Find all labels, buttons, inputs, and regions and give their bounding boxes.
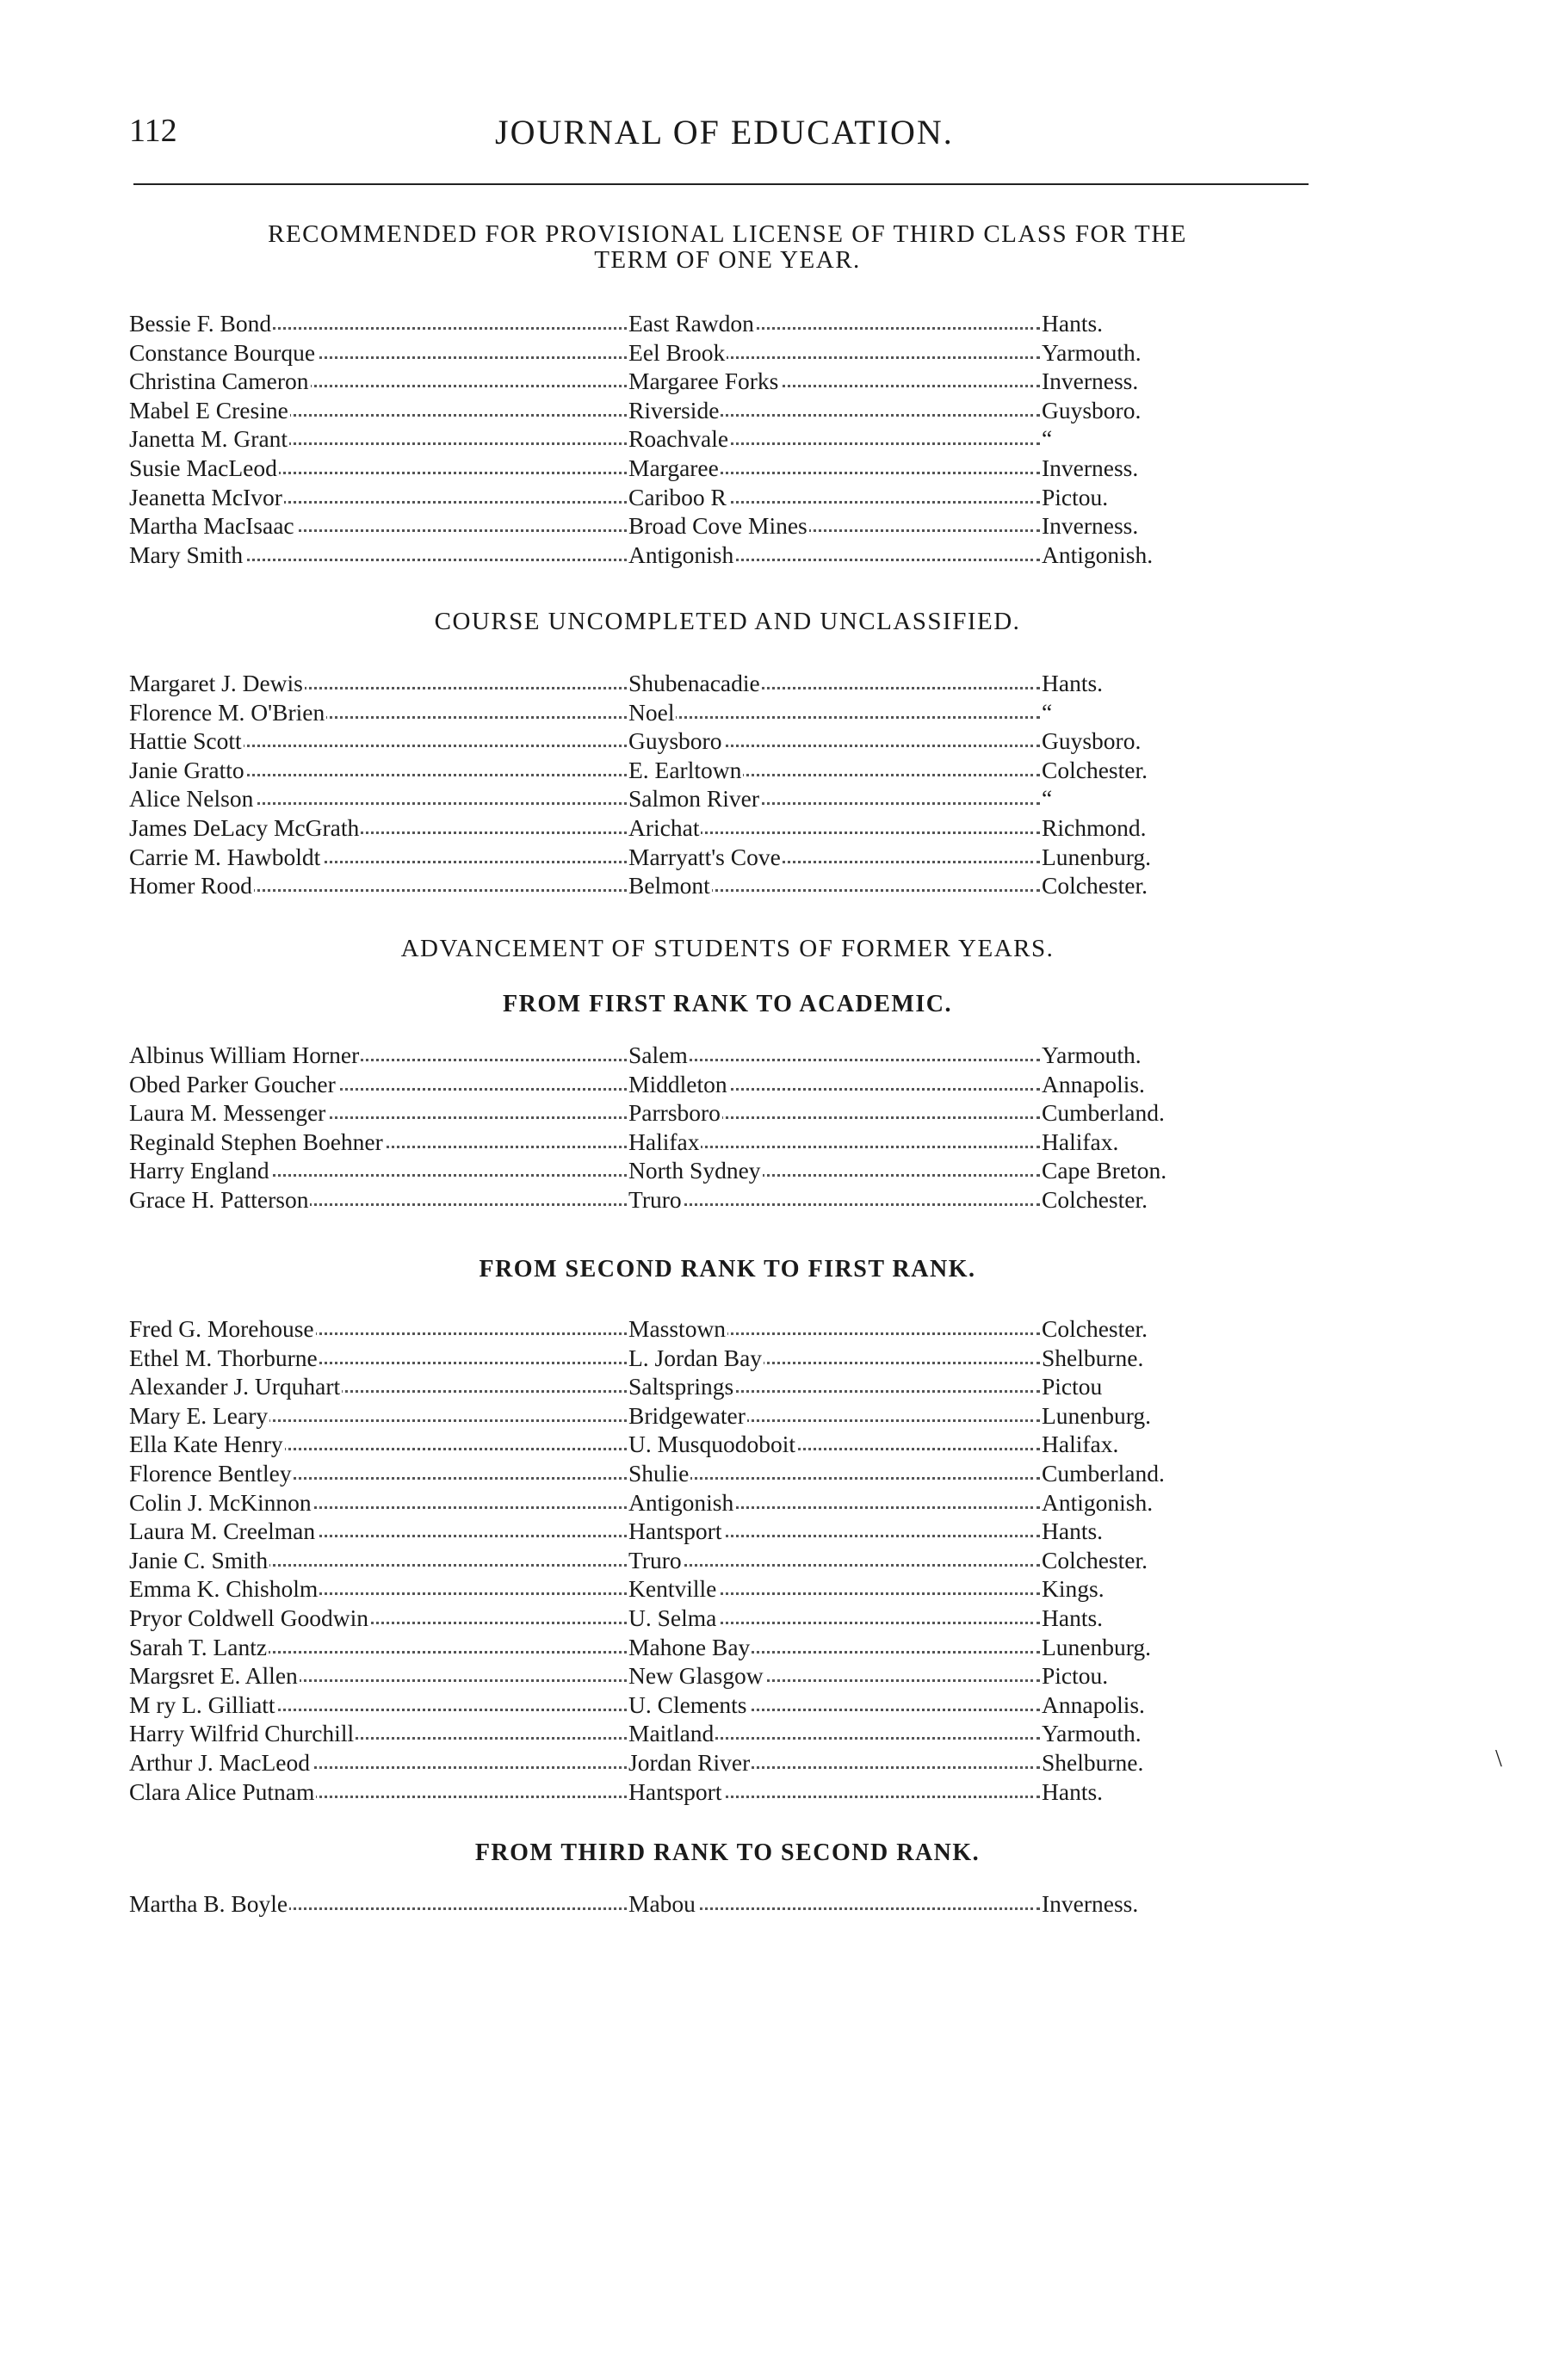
- list-item: [129, 1402, 1240, 1431]
- heading-line: COURSE UNCOMPLETED AND UNCLASSIFIED.: [434, 608, 1021, 635]
- county-name: Colchester.: [1042, 1315, 1148, 1342]
- student-name: M ry L. Gilliatt: [129, 1691, 275, 1718]
- list-item: [129, 1575, 1240, 1604]
- school-location: Guysboro: [628, 727, 722, 755]
- school-location: Marryatt's Cove: [628, 843, 781, 870]
- county-name: Guysboro.: [1042, 727, 1142, 755]
- student-name: Susie MacLeod: [129, 454, 277, 481]
- student-name: Harry Wilfrid Churchill: [129, 1720, 355, 1747]
- dot-leader: [627, 1564, 1040, 1567]
- list-item: [129, 1099, 1240, 1128]
- school-location: Roachvale: [628, 425, 729, 453]
- list-item: [129, 1042, 1240, 1071]
- school-location: U. Selma: [628, 1604, 717, 1631]
- county-name: “: [1042, 425, 1053, 453]
- heading-line: FROM SECOND RANK TO FIRST RANK.: [479, 1256, 976, 1283]
- journal-title: JOURNAL OF EDUCATION.: [495, 113, 954, 151]
- student-name: Ella Kate Henry: [129, 1431, 283, 1458]
- county-name: Lunenburg.: [1042, 843, 1152, 870]
- student-name: Laura M. Creelman: [129, 1518, 316, 1545]
- school-location: Kentville: [628, 1575, 717, 1603]
- student-name: Homer Rood: [129, 872, 252, 899]
- list-item: [129, 1518, 1240, 1547]
- county-name: Hants.: [1042, 1518, 1104, 1545]
- section-heading-second-rank-to-first-rank: [129, 1257, 1326, 1283]
- county-name: Kings.: [1042, 1575, 1105, 1603]
- county-name: Annapolis.: [1042, 1691, 1145, 1718]
- student-name: Obed Parker Goucher: [129, 1070, 336, 1097]
- county-name: Inverness.: [1042, 368, 1139, 395]
- list-item: [129, 1547, 1240, 1576]
- county-name: “: [1042, 698, 1053, 726]
- student-name: James DeLacy McGrath: [129, 813, 360, 841]
- school-location: Middleton: [628, 1070, 727, 1097]
- county-name: Hants.: [1042, 1777, 1104, 1805]
- header-rule: [133, 183, 1309, 185]
- county-name: Yarmouth.: [1042, 1720, 1142, 1747]
- student-name: Reginald Stephen Boehner: [129, 1128, 383, 1155]
- school-location: U. Musquodoboit: [628, 1431, 796, 1458]
- student-name: Florence M. O'Brien: [129, 698, 325, 726]
- school-location: Antigonish: [628, 1488, 734, 1516]
- student-name: Margsret E. Allen: [129, 1662, 298, 1690]
- county-name: Yarmouth.: [1042, 338, 1142, 366]
- student-name: Jeanetta McIvor: [129, 483, 282, 510]
- student-name: Janetta M. Grant: [129, 425, 288, 453]
- list-item: [129, 1071, 1240, 1100]
- dot-leader: [627, 716, 1040, 719]
- student-name: Mary Smith: [129, 541, 244, 568]
- section-heading-first-rank-to-academic: [129, 992, 1326, 1017]
- list-item: [129, 1890, 1240, 1919]
- list-item: [129, 310, 1240, 339]
- list-item: [129, 1373, 1240, 1402]
- page-header: [129, 112, 1309, 164]
- school-location: Saltsprings: [628, 1373, 734, 1400]
- heading-line: RECOMMENDED FOR PROVISIONAL LICENSE OF THIRD CLASS FOR THE: [268, 220, 1187, 248]
- list-item: [129, 1604, 1240, 1634]
- list-item: [129, 368, 1240, 397]
- county-name: Colchester.: [1042, 756, 1148, 783]
- county-name: Halifax.: [1042, 1431, 1119, 1458]
- county-name: Shelburne.: [1042, 1748, 1144, 1776]
- school-location: Antigonish: [628, 541, 734, 568]
- list-item: [129, 1634, 1240, 1663]
- section-heading-course-uncompleted: [129, 609, 1326, 634]
- list-item: [129, 1345, 1240, 1374]
- student-name: Harry England: [129, 1157, 269, 1184]
- student-name: Ethel M. Thorburne: [129, 1344, 318, 1371]
- list-item: [129, 1720, 1240, 1749]
- county-name: Lunenburg.: [1042, 1401, 1152, 1429]
- entries-list: [129, 670, 1240, 901]
- heading-line: TERM OF ONE YEAR.: [594, 246, 861, 274]
- county-name: Pictou.: [1042, 483, 1109, 510]
- student-name: Mabel E Cresine: [129, 396, 288, 423]
- student-name: Christina Cameron: [129, 368, 309, 395]
- student-name: Sarah T. Lantz: [129, 1633, 268, 1660]
- student-name: Grace H. Patterson: [129, 1185, 309, 1213]
- student-name: Janie Gratto: [129, 756, 244, 783]
- list-item: [129, 1186, 1240, 1215]
- school-location: Truro: [628, 1546, 682, 1573]
- student-name: Alexander J. Urquhart: [129, 1373, 341, 1400]
- school-location: Arichat: [628, 813, 700, 841]
- student-name: Alice Nelson: [129, 785, 254, 813]
- school-location: U. Clements: [628, 1691, 747, 1718]
- student-name: Florence Bentley: [129, 1459, 292, 1487]
- county-name: Antigonish.: [1042, 541, 1154, 568]
- county-name: Colchester.: [1042, 1546, 1148, 1573]
- list-item: [129, 1128, 1240, 1158]
- school-location: Parrsboro: [628, 1099, 721, 1127]
- entries-list: [129, 1890, 1240, 1919]
- list-item: [129, 814, 1240, 844]
- school-location: Maitland: [628, 1720, 715, 1747]
- section-heading-advancement: [129, 936, 1326, 961]
- school-location: Mabou: [628, 1890, 696, 1917]
- school-location: Eel Brook: [628, 338, 726, 366]
- school-location: Bridgewater: [628, 1401, 746, 1429]
- list-item: [129, 425, 1240, 454]
- dot-leader: [627, 1203, 1040, 1206]
- county-name: Hants.: [1042, 1604, 1104, 1631]
- list-item: [129, 484, 1240, 513]
- student-name: Hattie Scott: [129, 727, 242, 755]
- school-location: Truro: [628, 1185, 682, 1213]
- heading-line: FROM FIRST RANK TO ACADEMIC.: [503, 991, 952, 1017]
- county-name: Colchester.: [1042, 1185, 1148, 1213]
- list-item: [129, 397, 1240, 426]
- student-name: Albinus William Horner: [129, 1042, 360, 1068]
- section-heading-third-rank-to-second-rank: [129, 1840, 1326, 1866]
- list-item: [129, 757, 1240, 786]
- county-name: “: [1042, 785, 1053, 813]
- county-name: Cumberland.: [1042, 1099, 1165, 1127]
- stray-print-mark: \: [1495, 1746, 1502, 1772]
- school-location: Margaree Forks: [628, 368, 779, 395]
- county-name: Inverness.: [1042, 454, 1139, 481]
- student-name: Martha MacIsaac: [129, 512, 294, 540]
- school-location: Hantsport: [628, 1518, 722, 1545]
- school-location: East Rawdon: [628, 310, 754, 337]
- list-item: [129, 1431, 1240, 1460]
- student-name: Fred G. Morehouse: [129, 1315, 314, 1342]
- school-location: Hantsport: [628, 1777, 722, 1805]
- page-number: 112: [129, 113, 177, 149]
- school-location: Salem: [628, 1042, 688, 1068]
- county-name: Shelburne.: [1042, 1344, 1144, 1371]
- school-location: New Glasgow: [628, 1662, 764, 1690]
- school-location: Shulie: [628, 1459, 690, 1487]
- list-item: [129, 699, 1240, 728]
- school-location: Salmon River: [628, 785, 760, 813]
- student-name: Martha B. Boyle: [129, 1890, 288, 1917]
- county-name: Richmond.: [1042, 813, 1147, 841]
- student-name: Constance Bourque: [129, 338, 316, 366]
- county-name: Yarmouth.: [1042, 1042, 1142, 1068]
- list-item: [129, 872, 1240, 901]
- section-heading-provisional-license: [129, 221, 1326, 273]
- county-name: Inverness.: [1042, 512, 1139, 540]
- county-name: Colchester.: [1042, 872, 1148, 899]
- school-location: Belmont: [628, 872, 710, 899]
- county-name: Guysboro.: [1042, 396, 1142, 423]
- student-name: Laura M. Messenger: [129, 1099, 326, 1127]
- list-item: [129, 1489, 1240, 1518]
- county-name: Halifax.: [1042, 1128, 1119, 1155]
- county-name: Hants.: [1042, 670, 1104, 696]
- county-name: Pictou: [1042, 1373, 1103, 1400]
- school-location: Masstown: [628, 1315, 727, 1342]
- list-item: [129, 670, 1240, 699]
- student-name: Carrie M. Hawboldt: [129, 843, 321, 870]
- list-item: [129, 1157, 1240, 1186]
- school-location: Halifax: [628, 1128, 700, 1155]
- list-item: [129, 512, 1240, 541]
- list-item: [129, 1662, 1240, 1691]
- student-name: Bessie F. Bond: [129, 310, 272, 337]
- school-location: L. Jordan Bay: [628, 1344, 763, 1371]
- school-location: Noel: [628, 698, 675, 726]
- list-item: [129, 1749, 1240, 1778]
- school-location: North Sydney: [628, 1157, 761, 1184]
- student-name: Mary E. Leary: [129, 1401, 269, 1429]
- student-name: Colin J. McKinnon: [129, 1488, 312, 1516]
- school-location: Riverside: [628, 396, 720, 423]
- list-item: [129, 844, 1240, 873]
- list-item: [129, 454, 1240, 484]
- school-location: E. Earltown: [628, 756, 742, 783]
- school-location: Jordan River: [628, 1748, 751, 1776]
- entries-list: [129, 1315, 1240, 1807]
- student-name: Emma K. Chisholm: [129, 1575, 319, 1603]
- county-name: Inverness.: [1042, 1890, 1139, 1917]
- county-name: Hants.: [1042, 310, 1104, 337]
- student-name: Arthur J. MacLeod: [129, 1748, 311, 1776]
- school-location: Margaree: [628, 454, 719, 481]
- county-name: Annapolis.: [1042, 1070, 1145, 1097]
- school-location: Mahone Bay: [628, 1633, 751, 1660]
- student-name: Pryor Coldwell Goodwin: [129, 1604, 369, 1631]
- school-location: Broad Cove Mines: [628, 512, 808, 540]
- list-item: [129, 339, 1240, 368]
- entries-list: [129, 310, 1240, 570]
- list-item: [129, 1315, 1240, 1345]
- list-item: [129, 1778, 1240, 1808]
- county-name: Pictou.: [1042, 1662, 1109, 1690]
- heading-line: FROM THIRD RANK TO SECOND RANK.: [474, 1839, 981, 1866]
- list-item: [129, 785, 1240, 814]
- school-location: Shubenacadie: [628, 670, 760, 696]
- student-name: Clara Alice Putnam: [129, 1777, 315, 1805]
- county-name: Cape Breton.: [1042, 1157, 1167, 1184]
- county-name: Cumberland.: [1042, 1459, 1165, 1487]
- student-name: Margaret J. Dewis: [129, 670, 303, 696]
- list-item: [129, 1691, 1240, 1721]
- entries-list: [129, 1042, 1240, 1215]
- list-item: [129, 727, 1240, 757]
- list-item: [129, 1460, 1240, 1489]
- list-item: [129, 541, 1240, 571]
- county-name: Antigonish.: [1042, 1488, 1154, 1516]
- student-name: Janie C. Smith: [129, 1546, 269, 1573]
- county-name: Lunenburg.: [1042, 1633, 1152, 1660]
- school-location: Cariboo R: [628, 483, 727, 510]
- heading-line: ADVANCEMENT OF STUDENTS OF FORMER YEARS.: [400, 935, 1055, 962]
